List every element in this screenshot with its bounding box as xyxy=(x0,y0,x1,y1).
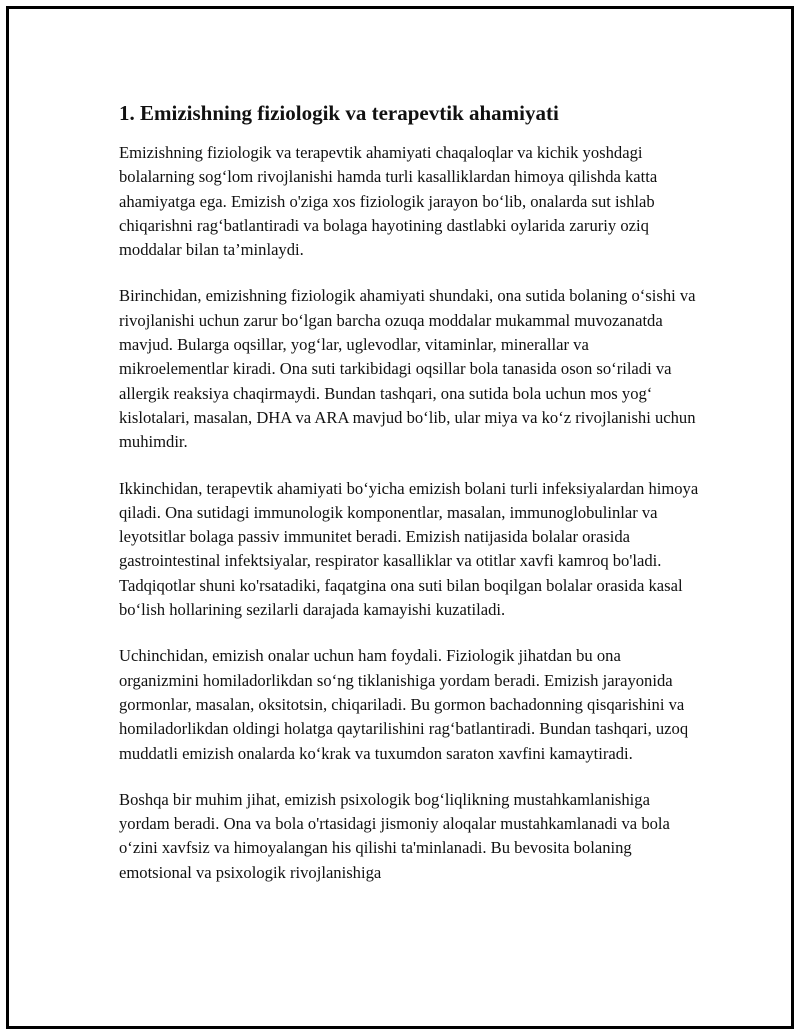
paragraph-1: Emizishning fiziologik va terapevtik ahamiyati chaqaloqlar va kichik yoshdagi bolalarning sog‘lom rivojlanishi hamda turli kasalliklardan himoya qilishda katta ahamiyatga ega. Emizish o'ziga xos fiziologik jarayon bo‘lib, onalarda sut ishlab chiqarishni rag‘batlantiradi va bolaga hayotining dastlabki oylarida zaruriy oziq moddalar bilan ta’minlaydi. xyxy=(119,143,658,260)
paragraph-4: Uchinchidan, emizish onalar uchun ham foydali. Fiziologik jihatdan bu ona organizmini homiladorlikdan so‘ng tiklanishiga yordam beradi. Emizish jarayonida gormonlar, masalan, oksitotsin, chiqariladi. Bu gormon bachadonning qisqarishini va homiladorlikdan oldingi holatga qaytarilishini rag‘batlantiradi. Bundan tashqari, uzoq muddatli emizish onalarda ko‘krak va tuxumdon saraton xavfini kamaytiradi. xyxy=(119,646,689,763)
paragraph-5: Boshqa bir muhim jihat, emizish psixologik bog‘liqlikning mustahkamlanishiga yordam beradi. Ona va bola o'rtasidagi jismoniy aloqalar mustahkamlanadi va bola o‘zini xavfsiz va himoyalangan his qilishi ta'minlanadi. Bu bevosita bolaning emotsional va psixologik rivojlanishiga xyxy=(119,789,670,882)
paragraph-3: Ikkinchidan, terapevtik ahamiyati bo‘yicha emizish bolani turli infeksiyalardan himoya qiladi. Ona sutidagi immunologik komponentlar, masalan, immunoglobulinlar va leyotsitlar bolaga passiv immunitet beradi. Emizish natijasida bolalar orasida gastrointestinal infektsiyalar, respirator kasalliklar va otitlar xavfi kamroq bo'ladi. Tadqiqotlar shuni ko'rsatadiki, faqatgina ona suti bilan boqilgan bolalar orasida kasal bo‘lish hollarining sezilarli darajada kamayishi kuzatiladi. xyxy=(119,478,699,620)
paragraph-2: Birinchidan, emizishning fiziologik ahamiyati shundaki, ona sutida bolaning o‘sishi va rivojlanishi uchun zarur bo‘lgan barcha ozuqa moddalar mukammal muvozanatda mavjud. Bularga oqsillar, yog‘lar, uglevodlar, vitaminlar, minerallar va mikroelementlar kiradi. Ona suti tarkibidagi oqsillar bola tanasida oson so‘riladi va allergik reaksiya chaqirmaydi. Bundan tashqari, ona sutida bola uchun mos yog‘ kislotalari, masalan, DHA va ARA mavjud bo‘lib, ular miya va ko‘z rivojlanishi uchun muhimdir. xyxy=(119,286,696,452)
section-heading: 1. Emizishning fiziologik va terapevtik ahamiyati xyxy=(119,101,559,125)
document-body xyxy=(119,99,701,907)
page-frame xyxy=(6,6,794,1029)
